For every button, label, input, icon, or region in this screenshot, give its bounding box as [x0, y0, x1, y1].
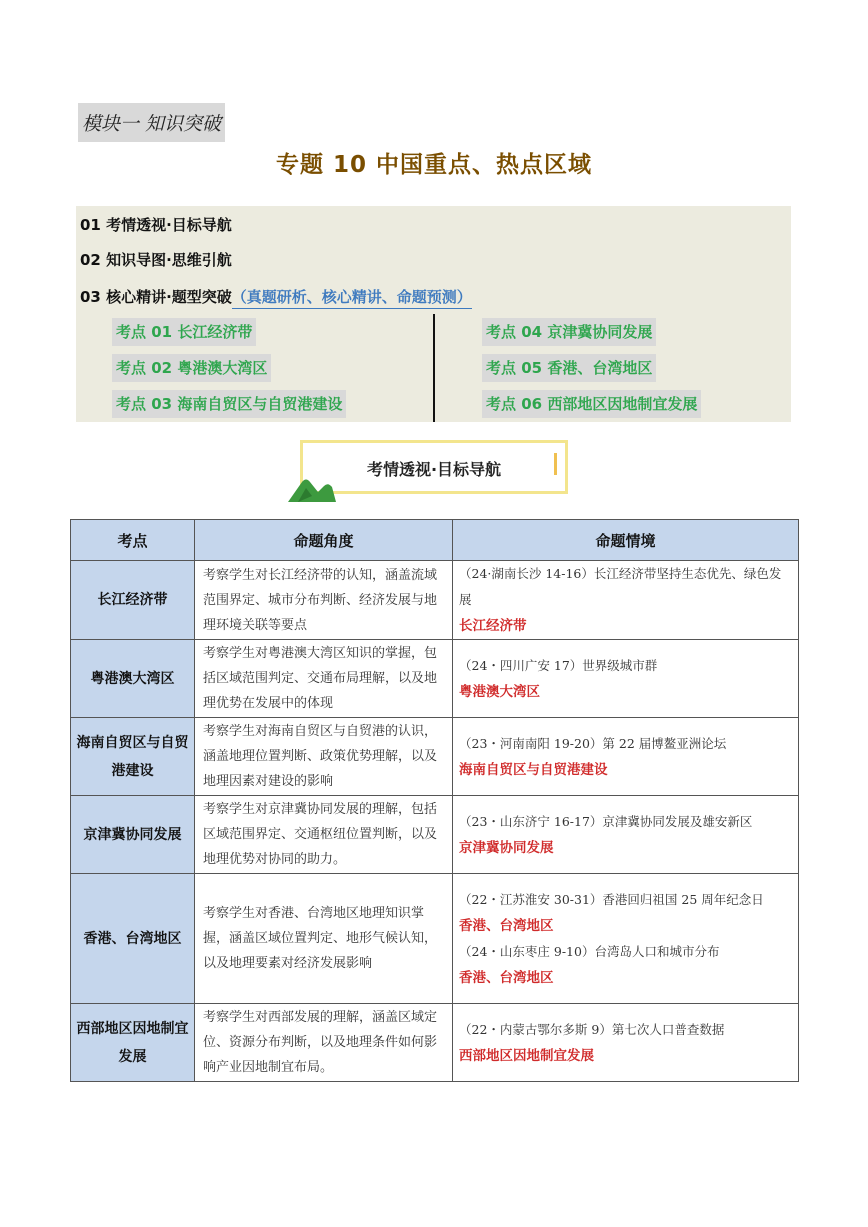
table-header-angle: 命题角度: [195, 520, 453, 561]
row-kaodian: 香港、台湾地区: [71, 874, 195, 1004]
row-angle: 考察学生对西部发展的理解，涵盖区域定位、资源分布判断，以及地理条件如何影响产业因地制宜布局。: [195, 1004, 453, 1082]
scene-source: （24・四川广安 17）世界级城市群: [459, 657, 658, 673]
scene-source: （24・山东枣庄 9-10）台湾岛人口和城市分布: [459, 943, 720, 959]
row-angle: 考察学生对长江经济带的认知，涵盖流域范围界定、城市分布判断、经济发展与地理环境关联等要点: [195, 561, 453, 640]
toc-line-03-label: 03 核心精讲·题型突破: [80, 288, 232, 306]
page-title: 专题 10 中国重点、热点区域: [275, 152, 593, 178]
toc-line-03-sub-link[interactable]: （真题研析、核心精讲、命题预测）: [232, 286, 472, 309]
table-row: [71, 1004, 799, 1082]
row-scene: [453, 1004, 799, 1082]
section-banner-label: 考情透视·目标导航: [366, 460, 502, 479]
row-angle: 考察学生对海南自贸区与自贸港的认识，涵盖地理位置判断、政策优势理解，以及地理因素对建设的影响: [195, 718, 453, 796]
scene-source: （23・河南南阳 19-20）第 22 届博鳌亚洲论坛: [459, 735, 727, 751]
toc-line-01: 01 考情透视·目标导航: [80, 216, 232, 234]
kaodian-03-link[interactable]: 考点 03 海南自贸区与自贸港建设: [112, 390, 346, 418]
row-kaodian: 粤港澳大湾区: [71, 640, 195, 718]
row-kaodian: 西部地区因地制宜发展: [71, 1004, 195, 1082]
kaodian-02-link[interactable]: 考点 02 粤港澳大湾区: [112, 354, 271, 382]
table-of-contents: [76, 206, 791, 422]
scene-tag: 粤港澳大湾区: [459, 683, 540, 700]
scene-tag: 香港、台湾地区: [459, 969, 554, 986]
table-row: [71, 561, 799, 640]
toc-line-03: [80, 286, 472, 309]
table-row: [71, 718, 799, 796]
scene-tag: 海南自贸区与自贸港建设: [459, 761, 608, 778]
table-row: [71, 640, 799, 718]
scene-tag: 长江经济带: [459, 618, 527, 634]
row-angle: 考察学生对京津冀协同发展的理解，包括区域范围界定、交通枢纽位置判断，以及地理优势对协同的助力。: [195, 796, 453, 874]
exam-analysis-table: [70, 519, 799, 1082]
scene-tag: 香港、台湾地区: [459, 917, 554, 934]
scene-source: （22・江苏淮安 30-31）香港回归祖国 25 周年纪念日: [459, 891, 764, 907]
row-scene: [453, 561, 799, 640]
scene-source: （22・内蒙古鄂尔多斯 9）第七次人口普查数据: [459, 1021, 725, 1037]
row-kaodian: 长江经济带: [71, 561, 195, 640]
row-kaodian: 京津冀协同发展: [71, 796, 195, 874]
row-scene: [453, 796, 799, 874]
section-banner: [300, 440, 568, 494]
row-scene: [453, 718, 799, 796]
kaodian-01-link[interactable]: 考点 01 长江经济带: [112, 318, 256, 346]
kaodian-06-link[interactable]: 考点 06 西部地区因地制宜发展: [482, 390, 701, 418]
banner-accent-bar: [554, 453, 557, 475]
row-angle: 考察学生对粤港澳大湾区知识的掌握，包括区域范围判定、交通布局理解，以及地理优势在发展中的体现: [195, 640, 453, 718]
hill-icon: [288, 474, 336, 502]
row-kaodian: 海南自贸区与自贸港建设: [71, 718, 195, 796]
scene-source: （23・山东济宁 16-17）京津冀协同发展及雄安新区: [459, 813, 753, 829]
module-tag: 模块一 知识突破: [78, 103, 225, 142]
table-row: [71, 874, 799, 1004]
kaodian-04-link[interactable]: 考点 04 京津冀协同发展: [482, 318, 656, 346]
row-scene: [453, 874, 799, 1004]
row-angle: 考察学生对香港、台湾地区地理知识掌握，涵盖区域位置判定、地形气候认知，以及地理要素对经济发展影响: [195, 874, 453, 1004]
table-row: [71, 796, 799, 874]
toc-divider: [433, 314, 435, 422]
table-header-kaodian: 考点: [71, 520, 195, 561]
scene-tag: 西部地区因地制宜发展: [459, 1047, 594, 1064]
row-scene: [453, 640, 799, 718]
scene-source: （24·湖南长沙 14-16）长江经济带坚持生态优先、绿色发展: [459, 566, 782, 607]
table-header-row: [71, 520, 799, 561]
scene-tag: 京津冀协同发展: [459, 839, 554, 856]
table-header-scene: 命题情境: [453, 520, 799, 561]
toc-line-02: 02 知识导图·思维引航: [80, 251, 232, 269]
kaodian-05-link[interactable]: 考点 05 香港、台湾地区: [482, 354, 656, 382]
